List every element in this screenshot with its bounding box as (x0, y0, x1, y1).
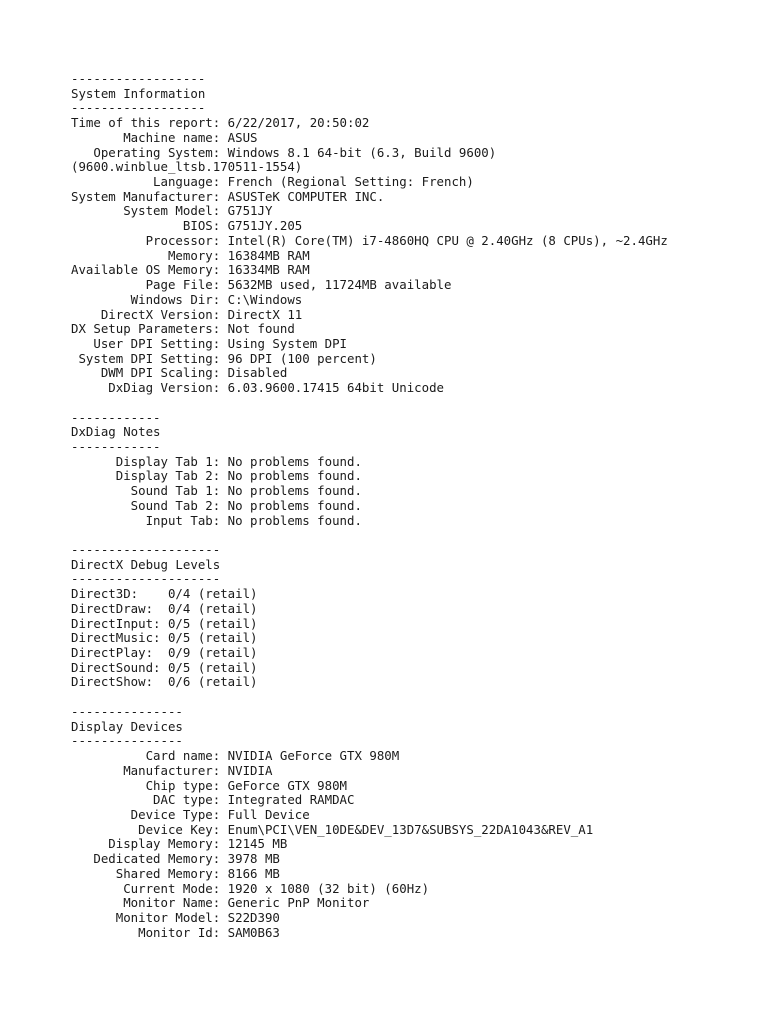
language-line: Language: French (Regional Setting: French) (71, 174, 474, 190)
section-heading-directx-debug-levels: DirectX Debug Levels (71, 556, 221, 572)
system-dpi-setting-line: System DPI Setting: 96 DPI (100 percent) (71, 350, 377, 366)
display-memory-line: Display Memory: 12145 MB (71, 836, 288, 852)
directplay-debug-line: DirectPlay: 0/9 (retail) (71, 645, 258, 661)
system-manufacturer-line: System Manufacturer: ASUSTeK COMPUTER INC. (71, 188, 385, 204)
section-divider: ------------ (71, 409, 161, 425)
report-time-line: Time of this report: 6/22/2017, 20:50:02 (71, 115, 370, 131)
windows-dir-line: Windows Dir: C:\Windows (71, 291, 303, 307)
section-heading-display-devices: Display Devices (71, 718, 183, 734)
section-divider: ------------ (71, 438, 161, 454)
available-os-memory-line: Available OS Memory: 16334MB RAM (71, 262, 310, 278)
sound-tab-2-note: Sound Tab 2: No problems found. (71, 497, 362, 513)
dedicated-memory-line: Dedicated Memory: 3978 MB (71, 851, 280, 867)
device-key-line: Device Key: Enum\PCI\VEN_10DE&DEV_13D7&SUBSYS_22DA1043&REV_A1 (71, 821, 594, 837)
direct3d-debug-line: Direct3D: 0/4 (retail) (71, 586, 258, 602)
section-divider: -------------------- (71, 542, 221, 557)
section-divider: --------------- (71, 703, 183, 719)
card-name-line: Card name: NVIDIA GeForce GTX 980M (71, 748, 400, 764)
operating-system-line: Operating System: Windows 8.1 64-bit (6.3, Build 9600) (71, 144, 497, 160)
blank-line (71, 528, 668, 543)
section-heading-dxdiag-notes: DxDiag Notes (71, 424, 161, 440)
page-file-line: Page File: 5632MB used, 11724MB available (71, 277, 452, 293)
directdraw-debug-line: DirectDraw: 0/4 (retail) (71, 600, 258, 616)
blank-line (71, 690, 668, 705)
bios-line: BIOS: G751JY.205 (71, 218, 303, 234)
section-divider: --------------- (71, 733, 183, 749)
current-mode-line: Current Mode: 1920 x 1080 (32 bit) (60Hz) (71, 880, 430, 896)
dx-setup-parameters-line: DX Setup Parameters: Not found (71, 321, 295, 337)
directshow-debug-line: DirectShow: 0/6 (retail) (71, 674, 258, 690)
dwm-dpi-scaling-line: DWM DPI Scaling: Disabled (71, 365, 288, 381)
directx-version-line: DirectX Version: DirectX 11 (71, 306, 303, 322)
blank-line (71, 396, 668, 411)
dxdiag-version-line: DxDiag Version: 6.03.9600.17415 64bit Unicode (71, 380, 444, 396)
section-divider: ------------------ (71, 71, 206, 86)
sound-tab-1-note: Sound Tab 1: No problems found. (71, 483, 362, 499)
monitor-model-line: Monitor Model: S22D390 (71, 909, 280, 925)
section-heading-system-information: System Information (71, 85, 206, 101)
directinput-debug-line: DirectInput: 0/5 (retail) (71, 615, 258, 631)
display-tab-1-note: Display Tab 1: No problems found. (71, 453, 362, 469)
operating-system-build-line: (9600.winblue_ltsb.170511-1554) (71, 159, 303, 175)
dac-type-line: DAC type: Integrated RAMDAC (71, 792, 355, 808)
directmusic-debug-line: DirectMusic: 0/5 (retail) (71, 630, 258, 646)
monitor-id-line: Monitor Id: SAM0B63 (71, 924, 280, 940)
dxdiag-report (71, 72, 668, 940)
system-model-line: System Model: G751JY (71, 203, 273, 219)
input-tab-note: Input Tab: No problems found. (71, 512, 362, 528)
display-tab-2-note: Display Tab 2: No problems found. (71, 468, 362, 484)
manufacturer-line: Manufacturer: NVIDIA (71, 762, 273, 778)
directsound-debug-line: DirectSound: 0/5 (retail) (71, 659, 258, 675)
section-divider: ------------------ (71, 100, 206, 116)
memory-line: Memory: 16384MB RAM (71, 247, 310, 263)
section-divider: -------------------- (71, 571, 221, 587)
shared-memory-line: Shared Memory: 8166 MB (71, 865, 280, 881)
user-dpi-setting-line: User DPI Setting: Using System DPI (71, 335, 348, 351)
machine-name-line: Machine name: ASUS (71, 129, 258, 145)
device-type-line: Device Type: Full Device (71, 806, 310, 822)
chip-type-line: Chip type: GeForce GTX 980M (71, 777, 348, 793)
monitor-name-line: Monitor Name: Generic PnP Monitor (71, 895, 370, 911)
processor-line: Processor: Intel(R) Core(TM) i7-4860HQ CPU @ 2.40GHz (8 CPUs), ~2.4GHz (71, 232, 668, 248)
